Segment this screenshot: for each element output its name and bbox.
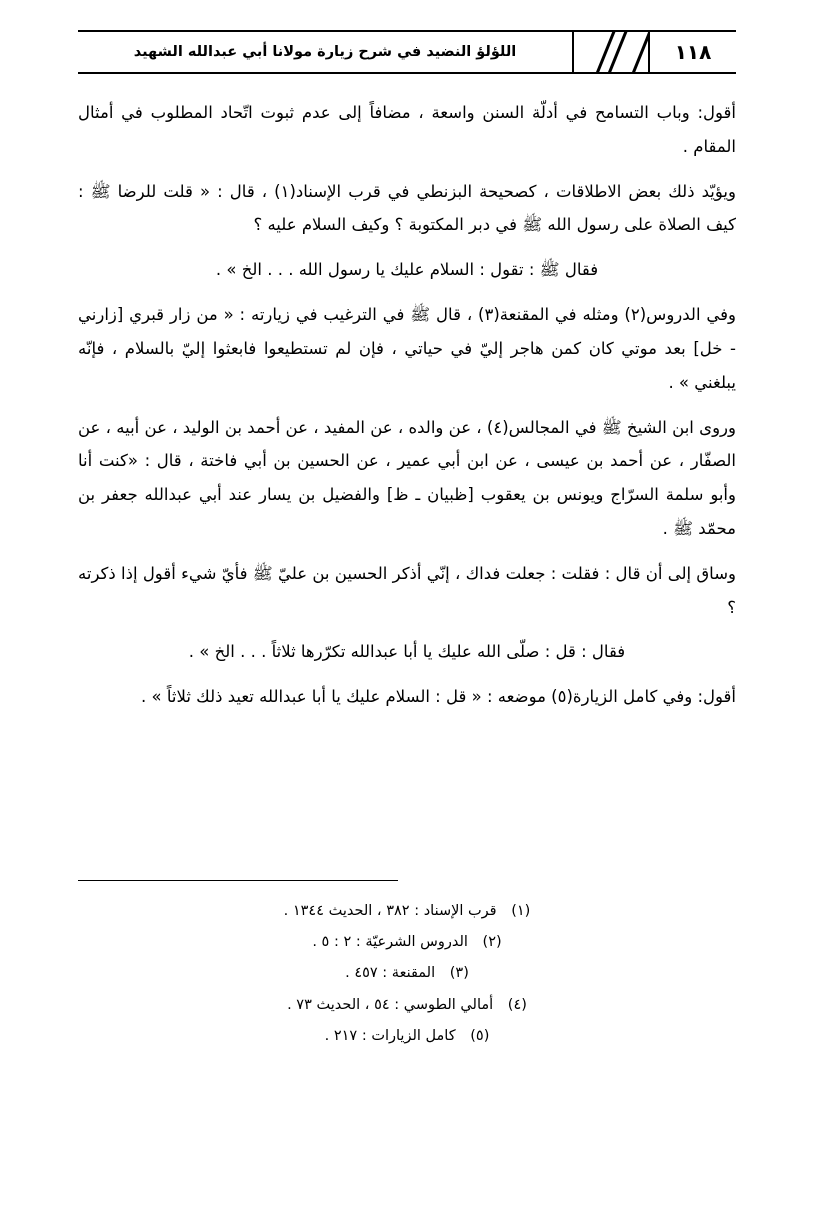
footnote-number: (٣) [449, 965, 469, 982]
footnote-list [78, 896, 736, 1052]
header-title-box [78, 30, 574, 74]
footnote-text: قرب الإسناد : ٣٨٢ ، الحديث ١٣٤٤ . [283, 903, 497, 919]
body-paragraph: أقول: وباب التسامح في أدلّة السنن واسعة ، مضافاً إلى عدم ثبوت اتّحاد المطلوب في أمثال المقام . [78, 103, 736, 156]
page-body [78, 96, 736, 725]
footnote-item [78, 958, 736, 989]
page-header [78, 30, 736, 74]
body-paragraph: أقول: وفي كامل الزيارة(٥) موضعه : « قل : السلام عليك يا أبا عبدالله تعيد ذلك ثلاثاً » . [141, 687, 736, 707]
footnote-text: أمالي الطوسي : ٥٤ ، الحديث ٧٣ . [287, 996, 494, 1013]
footnote-number: (٤) [507, 996, 527, 1013]
footnote-number: (٢) [482, 934, 502, 951]
body-paragraph: ويؤيّد ذلك بعض الاطلاقات ، كصحيحة البزنطي في قرب الإسناد(١) ، قال : « قلت للرضا ﷺ : كيف الصلاة على رسول الله ﷺ في دبر المكتوبة ؟ وكيف السلام عليه ؟ [78, 181, 736, 235]
body-paragraph: فقال : قل : صلّى الله عليك يا أبا عبدالله تكرّرها ثلاثاً . . . الخ » . [188, 642, 626, 662]
double-slash-divider-icon [574, 30, 648, 74]
footnote-separator [78, 880, 398, 881]
body-paragraph: وفي الدروس(٢) ومثله في المقنعة(٣) ، قال ﷺ في الترغيب في زيارته : « من زار قبري [زارني - خل] بعد موتي كان كمن هاجر إليّ في حياتي ، فإن لم تستطيعوا فابعثوا إليّ بالسلام ، فإنّه يبلغني » . [78, 305, 737, 392]
footnote-text: المقنعة : ٤٥٧ . [345, 965, 436, 982]
footnote-item [78, 990, 736, 1021]
page-number: ١١٨ [674, 40, 712, 64]
body-paragraph: وساق إلى أن قال : فقلت : جعلت فداك ، إنّي أذكر الحسين بن عليّ ﷺ فأيّ شيء أقول إذا ذكرته ؟ [78, 563, 736, 617]
footnote-item [78, 1021, 736, 1052]
footnote-number: (١) [511, 903, 531, 919]
body-paragraph: فقال ﷺ : تقول : السلام عليك يا رسول الله . . . الخ » . [215, 260, 599, 280]
page-title: اللؤلؤ النضيد في شرح زيارة مولانا أبي عبدالله الشهيد [133, 44, 517, 60]
page-number-box [648, 30, 736, 74]
footnote-item [78, 896, 736, 927]
footnote-item [78, 927, 736, 958]
footnote-number: (٥) [470, 1027, 490, 1044]
footnote-text: كامل الزيارات : ٢١٧ . [324, 1027, 456, 1044]
footnote-text: الدروس الشرعيّة : ٢ : ٥ . [312, 934, 468, 951]
body-paragraph: وروى ابن الشيخ ﷺ في المجالس(٤) ، عن والده ، عن المفيد ، عن أحمد بن الوليد ، عن أبيه ، عن الصفّار ، عن أحمد بن عيسى ، عن ابن أبي عمير ، عن الحسين بن أبي فاختة ، قال : «كنت أنا وأبو سلمة السرّاج ويونس بن يعقوب [ظبيان ـ ظ] والفضيل بن يسار عند أبي عبدالله جعفر بن محمّد ﷺ . [78, 417, 736, 538]
